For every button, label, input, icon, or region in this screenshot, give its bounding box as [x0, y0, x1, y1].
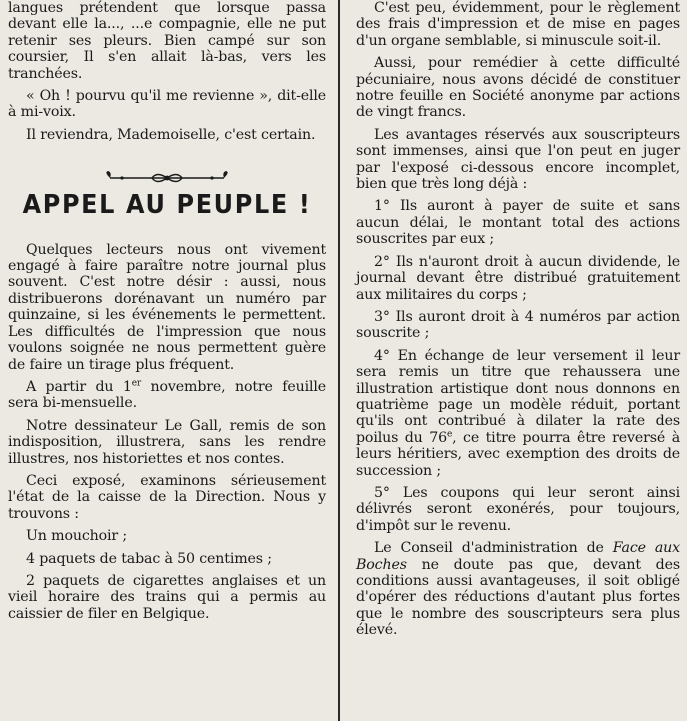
body-paragraph: Quelques lecteurs nous ont vivement engagé à faire paraître notre journal plus souvent. C'est notre désir : aussi, nous distribuerons dorénavant un numéro par quinzaine, si les événements le permettent. Les difficultés de l'impression que nous voulons soignée ne nous permettent guère de faire un tirage plus fréquent.: [8, 241, 326, 373]
advantage-item: 1° Ils auront à payer de suite et sans aucun délai, le montant total des actions souscrites par eux ;: [356, 198, 680, 248]
advantage-item: 4° En échange de leur versement il leur sera remis un titre que rehaussera une illustration artistique dont nous donnons en quatrième page un modèle réduit, portant qu'ils ont contribué à dilater la rate des poilus du 76e, ce titre pourra être reversé à leurs héritiers, avec exemption des droits de succession ;: [356, 347, 681, 479]
column-divider: [338, 0, 340, 721]
right-column: [356, 0, 680, 645]
ornament-divider-icon: [102, 169, 232, 187]
intro-paragraph: langues prétendent que lorsque passa devant elle la..., ...e compagnie, elle ne put retenir ses pleurs. Bien campé sur son coursier, Il s'en allait là-bas, vers les tranchées.: [8, 0, 326, 82]
advantage-item: 3° Ils auront droit à 4 numéros par action souscrite ;: [356, 308, 680, 342]
inventory-item: 2 paquets de cigarettes anglaises et un vieil horaire des trains qui a permis au caissier de filer en Belgique.: [8, 572, 326, 622]
body-paragraph: Les avantages réservés aux souscripteurs sont immenses, ainsi que l'on peut en juger par l'exposé ci-dessous encore incomplet, bien que très long déjà :: [356, 126, 680, 193]
inventory-item: 4 paquets de tabac à 50 centimes ;: [26, 550, 272, 567]
body-paragraph: C'est peu, évidemment, pour le règlement des frais d'impression et de mise en pages d'un organe semblable, si minuscule soit-il.: [356, 0, 680, 49]
advantage-item: 5° Les coupons qui leur seront ainsi délivrés seront exonérés, pour toujours, d'impôt sur le revenu.: [356, 484, 680, 534]
left-column: [8, 0, 326, 628]
body-paragraph: Ceci exposé, examinons sérieusement l'état de la caisse de la Direction. Nous y trouvons :: [8, 472, 326, 522]
headline: APPEL AU PEUPLE !: [22, 190, 312, 221]
body-paragraph: Notre dessinateur Le Gall, remis de son indisposition, illustrera, sans les rendre illustres, nos historiettes et nos contes.: [8, 417, 326, 467]
inventory-item: Un mouchoir ;: [26, 528, 128, 545]
closing-paragraph: Le Conseil d'administration de Face aux Boches ne doute pas que, devant des conditions aussi avantageuses, il soit obligé d'opérer des réductions d'autant plus fortes que le nombre des souscripteurs sera plus élevé.: [356, 540, 680, 639]
intro-paragraph: Il reviendra, Mademoiselle, c'est certain.: [26, 126, 316, 143]
intro-paragraph: « Oh ! pourvu qu'il me revienne », dit-elle à mi-voix.: [8, 88, 326, 121]
advantage-item: 2° Ils n'auront droit à aucun dividende, le journal devant être distribué gratuitement aux militaires du corps ;: [356, 253, 680, 303]
body-paragraph: Aussi, pour remédier à cette difficulté pécuniaire, nous avons décidé de constituer notre feuille en Société anonyme par actions de vingt francs.: [356, 55, 680, 121]
body-paragraph: A partir du 1er novembre, notre feuille sera bi-mensuelle.: [8, 378, 326, 412]
